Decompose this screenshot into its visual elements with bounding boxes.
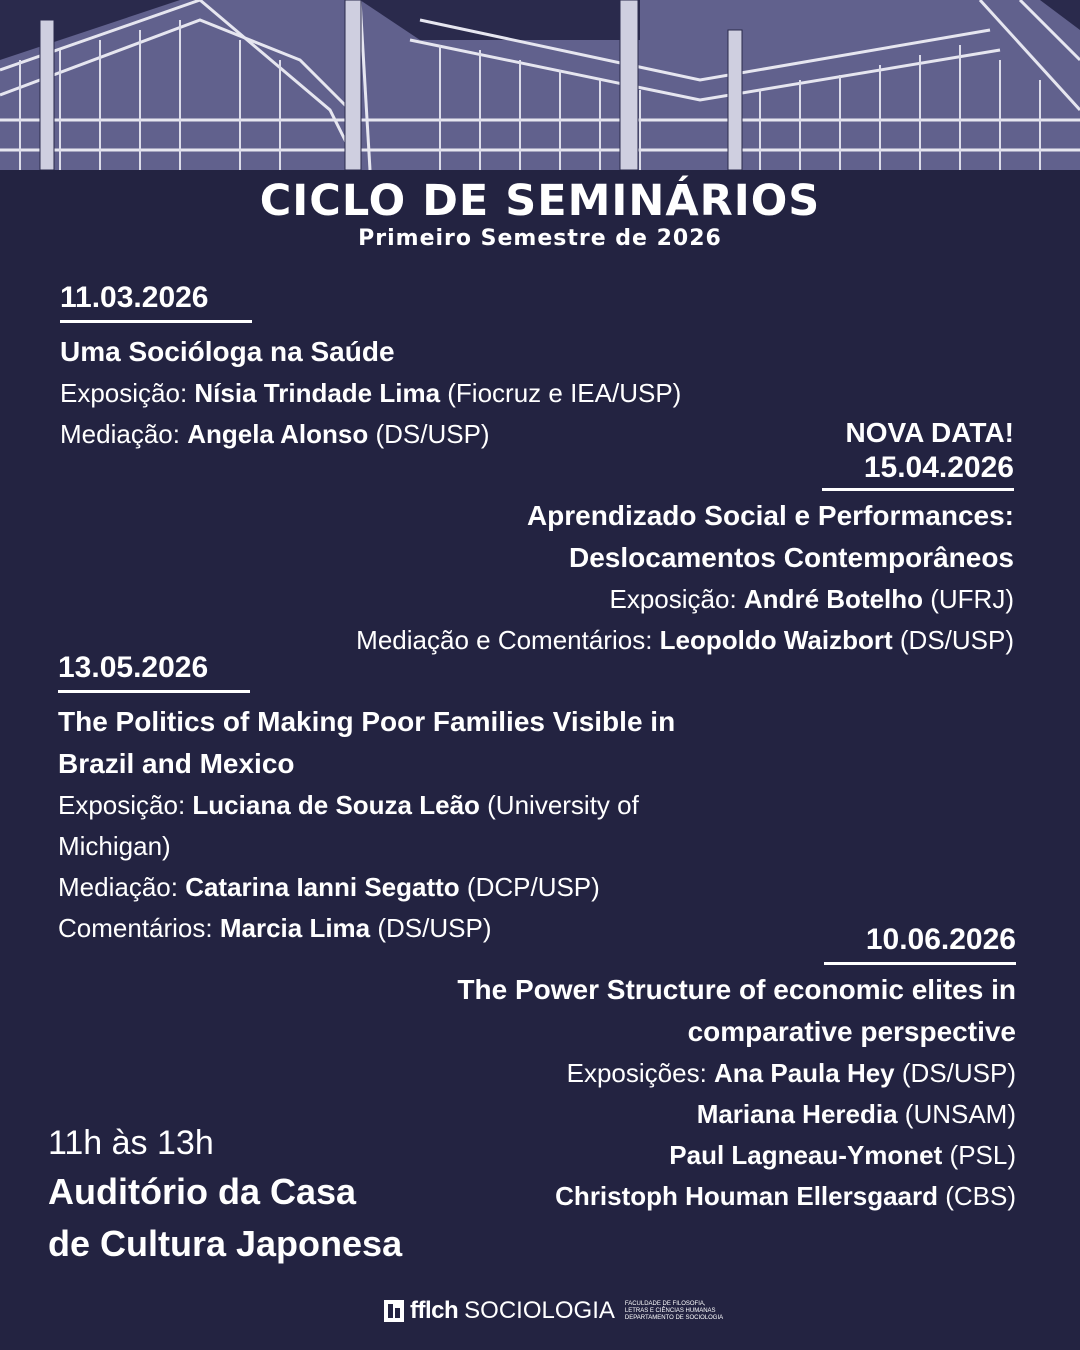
- building-illustration: [0, 0, 1080, 170]
- seminar-date: 11.03.2026: [60, 280, 252, 323]
- seminar-speaker-line: Exposições: Ana Paula Hey (DS/USP): [566, 1058, 1016, 1088]
- seminar-speaker-line: Mediação e Comentários: Leopoldo Waizbort (DS/USP): [356, 625, 1014, 655]
- seminar-speaker-line: Exposição: Luciana de Souza Leão (University of Michigan): [58, 790, 639, 861]
- new-date-notice: NOVA DATA!: [845, 417, 1014, 448]
- seminar-title-line: The Power Structure of economic elites in: [457, 974, 1016, 1005]
- seminar-title-line: Deslocamentos Contemporâneos: [569, 542, 1014, 573]
- page-subtitle: Primeiro Semestre de 2026: [358, 226, 722, 251]
- seminar-date: 13.05.2026: [58, 650, 250, 693]
- seminar-2: [114, 416, 1014, 661]
- fflch-logo-icon: [384, 1300, 404, 1322]
- seminar-title-line: comparative perspective: [687, 1016, 1016, 1047]
- seminar-title-line: The Politics of Making Poor Families Visible in: [58, 706, 676, 737]
- institution-text: FACULDADE DE FILOSOFIA, LETRAS E CIÊNCIAS HUMANAS DEPARTAMENTO DE SOCIOLOGIA: [624, 1300, 724, 1321]
- seminar-title-line: Brazil and Mexico: [58, 748, 295, 779]
- seminar-title-line: Aprendizado Social e Performances:: [526, 500, 1014, 531]
- sociologia-wordmark: SOCIOLOGIA: [464, 1297, 615, 1324]
- seminar-date: 15.04.2026: [822, 450, 1014, 491]
- seminar-speaker-line: Comentários: Marcia Lima (DS/USP): [58, 913, 492, 943]
- seminar-speaker-line: Mediação: Catarina Ianni Segatto (DCP/USP): [58, 872, 600, 902]
- fflch-wordmark: fflch: [410, 1297, 459, 1324]
- seminar-speaker-line: Mediação: Angela Alonso (DS/USP): [60, 419, 490, 449]
- seminar-3: [58, 650, 778, 949]
- venue-info: [48, 1120, 488, 1270]
- seminar-speaker-line: Exposição: Nísia Trindade Lima (Fiocruz e IEA/USP): [60, 378, 682, 408]
- seminar-speaker-line: Mariana Heredia (UNSAM): [696, 1099, 1016, 1129]
- footer-logo: [384, 1298, 735, 1324]
- seminar-date: 10.06.2026: [824, 922, 1016, 965]
- event-time: 11h às 13h: [48, 1124, 214, 1162]
- seminar-title: Uma Socióloga na Saúde: [60, 336, 395, 367]
- seminar-speaker-line: Exposição: André Botelho (UFRJ): [609, 584, 1014, 614]
- seminar-speaker-line: Paul Lagneau-Ymonet (PSL): [669, 1140, 1016, 1170]
- page-title: CICLO DE SEMINÁRIOS: [259, 176, 821, 226]
- venue-place-line: Auditório da Casa: [48, 1171, 357, 1212]
- seminar-speaker-line: Christoph Houman Ellersgaard (CBS): [555, 1181, 1016, 1211]
- venue-place-line: de Cultura Japonesa: [48, 1223, 403, 1264]
